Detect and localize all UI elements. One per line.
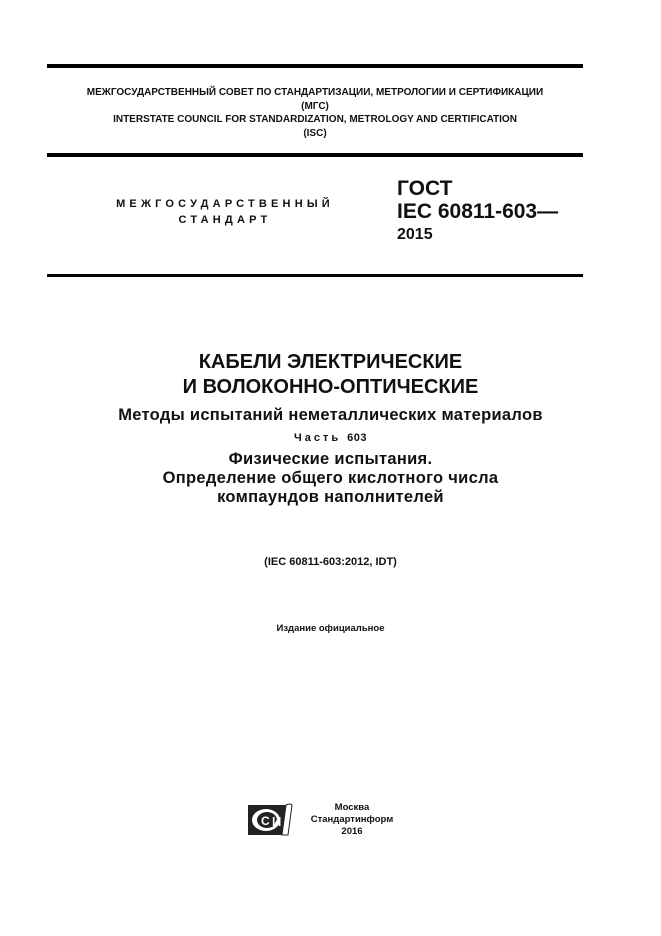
edition-label: Издание официальное — [276, 623, 385, 634]
title-line2: И ВОЛОКОННО-ОПТИЧЕСКИЕ — [182, 376, 479, 398]
svg-text:C: C — [261, 814, 270, 828]
designation-rule — [47, 274, 583, 277]
publisher-city: Москва — [334, 802, 370, 813]
council-en-abbr: (ISC) — [303, 127, 327, 139]
council-ru-abbr: (МГС) — [301, 100, 329, 112]
subtitle: Методы испытаний неметаллических материалов — [118, 406, 543, 424]
top-rule — [47, 64, 583, 68]
council-en: INTERSTATE COUNCIL FOR STANDARDIZATION, METROLOGY AND CERTIFICATION — [113, 114, 517, 125]
part-line — [0, 427, 661, 449]
header-rule — [47, 153, 583, 157]
part-number: 603 — [347, 432, 368, 444]
standard-designation — [397, 177, 558, 247]
standard-year: 2015 — [397, 226, 433, 243]
council-ru: МЕЖГОСУДАРСТВЕННЫЙ СОВЕТ ПО СТАНДАРТИЗАЦИИ, МЕТРОЛОГИИ И СЕРТИФИКАЦИИ — [86, 87, 544, 98]
publisher-name: Стандартинформ — [310, 814, 394, 825]
council-header — [47, 86, 583, 140]
standard-type — [80, 196, 370, 228]
svg-text:И: И — [272, 814, 282, 829]
part-label: Часть — [293, 432, 342, 444]
publisher-text — [302, 802, 402, 838]
title-line1: КАБЕЛИ ЭЛЕКТРИЧЕСКИЕ — [198, 351, 463, 373]
standard-type-line2: СТАНДАРТ — [178, 214, 272, 226]
desc-line3: компаундов наполнителей — [217, 488, 444, 506]
standartinform-logo-icon — [246, 801, 294, 839]
gost-label: ГОСТ — [397, 177, 453, 200]
standard-type-line1: МЕЖГОСУДАРСТВЕННЫЙ — [116, 198, 334, 210]
iec-reference: (IEC 60811-603:2012, IDT) — [264, 556, 397, 568]
document-title — [0, 350, 661, 506]
publisher-block — [246, 801, 402, 839]
desc-line1: Физические испытания. — [228, 450, 433, 468]
publisher-year: 2016 — [341, 826, 363, 837]
desc-line2: Определение общего кислотного числа — [162, 469, 499, 487]
standard-code: IEC 60811-603— — [397, 200, 559, 223]
